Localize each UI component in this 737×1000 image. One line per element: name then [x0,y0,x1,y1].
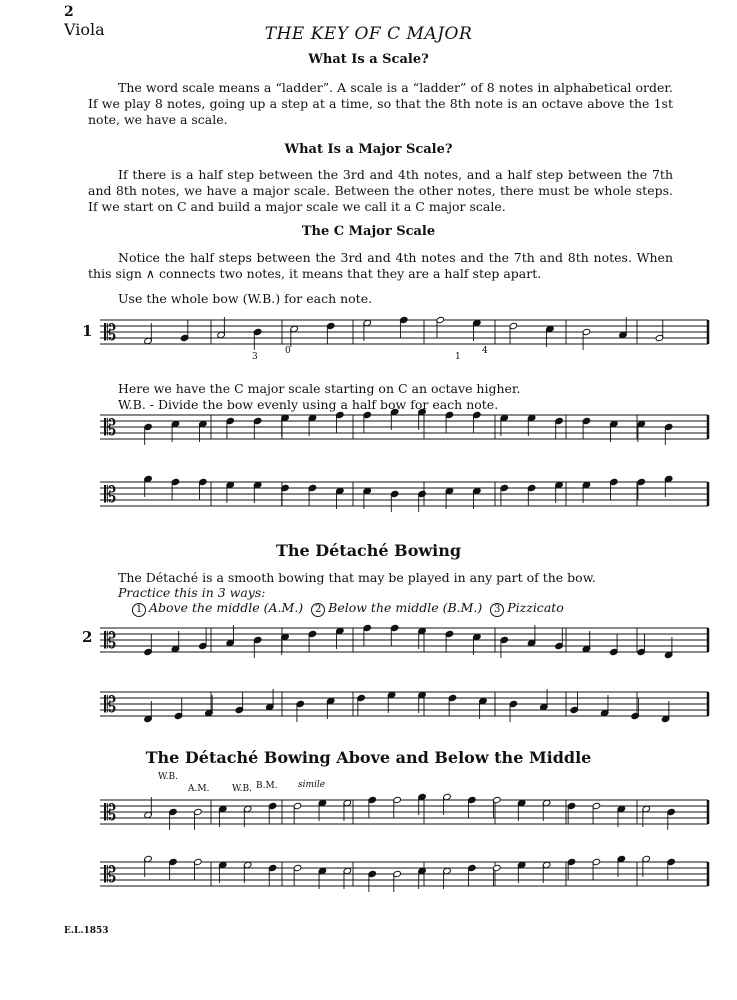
staff-1c-clef-icon: 𝄡 [104,483,117,508]
heading-c-major-scale: The C Major Scale [301,224,436,239]
mark-wb: W.B. [158,772,179,782]
exercise1b-line2: W.B. - Divide the bow evenly using a half bow for each note. [118,397,499,412]
heading-detache-above-below: The Détaché Bowing Above and Below the Middle [145,748,592,767]
mark-wb2: W.B. [232,784,253,794]
page-title: THE KEY OF C MAJOR [264,24,473,44]
major-scale-paragraph: If there is a half step between the 3rd and 4th notes, and a half step between the 7th and 8th notes, we have a major scale. Between the other notes, there must be whole steps. If we start on C and build a major scale we call it a C major scale. [88,167,673,214]
fingering-1: 1 [455,352,461,362]
heading-detache: The Détaché Bowing [275,541,462,560]
staff-1b-clef-icon: 𝄡 [104,416,117,441]
fingering-3: 3 [252,352,258,362]
practice-ways [132,600,564,617]
way-3: 3 Pizzicato [490,600,564,615]
fingering-4: 4 [482,346,488,356]
mark-am: A.M. [188,784,210,794]
staff-3a-clef-icon: 𝄡 [104,801,117,826]
mark-simile: simile [298,780,326,790]
practice-label: Practice this in 3 ways: [118,585,266,600]
exercise1-number: 1 [82,322,93,340]
scale-paragraph: The word scale means a “ladder”. A scale is a “ladder” of 8 notes in alphabetical order. If we play 8 notes, going up a step at a time, so that the 8th note is an octave above the 1st note, we have a scale. [88,80,673,127]
footer-code: E.L.1853 [64,926,109,936]
way-1: 1 Above the middle (A.M.) [132,600,303,615]
exercise1-instruction: Use the whole bow (W.B.) for each note. [118,291,373,306]
heading-what-is-scale: What Is a Scale? [308,52,429,67]
staff-1a-clef-icon: 𝄡 [104,321,117,346]
way-2: 2 Below the middle (B.M.) [311,600,482,615]
instrument-label: Viola [64,20,105,39]
c-major-paragraph: Notice the half steps between the 3rd and 4th notes and the 7th and 8th notes. When this sign ∧ connects two notes, it means that they are a half step apart. [88,250,673,281]
staff-2a-clef-icon: 𝄡 [104,629,117,654]
staff-2b-clef-icon: 𝄡 [104,693,117,718]
fingering-0: 0 [285,346,291,356]
detache-text: The Détaché is a smooth bowing that may be played in any part of the bow. [118,570,596,585]
exercise2-number: 2 [82,628,93,646]
mark-bm: B.M. [256,781,278,791]
staff-3b-clef-icon: 𝄡 [104,863,117,888]
exercise1b-line1: Here we have the C major scale starting on C an octave higher. [118,381,521,396]
heading-major-scale: What Is a Major Scale? [284,142,453,157]
page-number: 2 [64,4,74,20]
